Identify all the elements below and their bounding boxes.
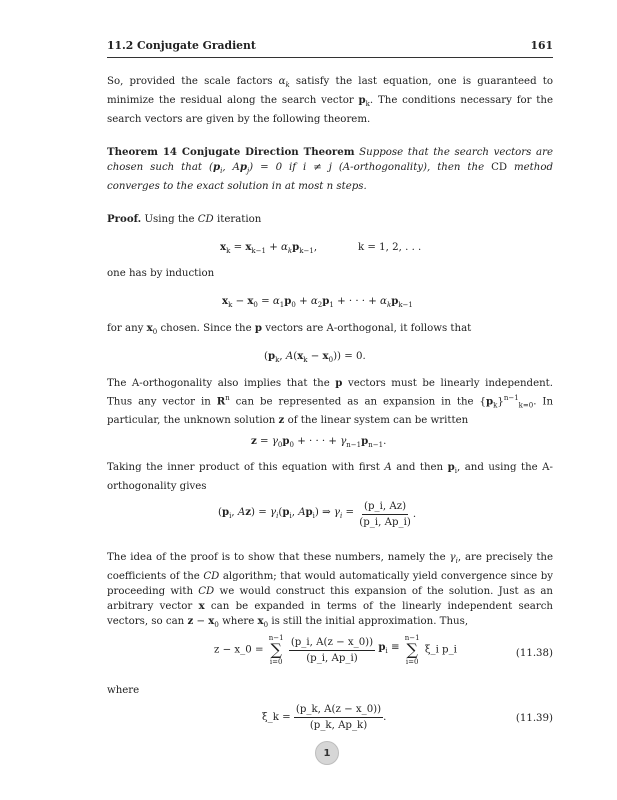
eq6-lhs: z − x_0 = (214, 644, 264, 656)
intro-paragraph: So, provided the scale factors $\alpha_k$ satisfy the last equation, one is guaranteed to minimize the residual along the search vector $p_k$. The conditions necessary for the search vectors are given by the following theorem. (107, 76, 553, 126)
page-number: 161 (530, 39, 553, 52)
paragraph-independence: The A-orthogonality also implies that the p vectors must be linearly independent. Thus any vector in $R^n$ can be represented as an expansion in the $\{p_k\}^{n-1}_{k=0}$. In particular, the unknown solution z of the linear system can be written (107, 377, 554, 427)
paragraph-idea: The idea of the proof is to show that these numbers, namely the $\gamma_i$, are precisely the coefficients of the CD algorithm; that would automatically yield convergence since by proceeding with CD we would construct this expansion of the solution. Just as an arbitrary vector x can be expanded in terms of the linearly independent search vectors, so can $z - x_0$ where $x_0$ is still the initial approximation. Thus, (107, 552, 554, 630)
section-title: 11.2 Conjugate Gradient (107, 39, 256, 52)
theorem: Theorem 14 Conjugate Direction Theorem Suppose that the search vectors are chosen such that ($p_i$, $Ap_j) = 0$ if i ≠ j (A-orthogonality), then the CD method converges to the exact solution in at most n steps. (107, 146, 553, 193)
eq7-lhs: ξ_k = (262, 712, 291, 723)
gamma-numerator: (p_i, Az) (362, 500, 408, 515)
equation-number-1139: (11.39) (515, 713, 553, 724)
equation-induction: $x_k - x_0 = \alpha_1p_0 + \alpha_2p_1$ + · · · + $\alpha_kp_{k-1}$ (222, 295, 413, 310)
theorem-title: Theorem 14 Conjugate Direction Theorem (107, 146, 355, 158)
xi-k-fraction (294, 703, 383, 732)
equation-gamma: ($p_i$, $Az) = \gamma_i(p_i$, $Ap_i$) ⇒ $\gamma_i$ = $\frac{(p\_i, Az)}{(p\_i, Ap\_i)}$ . (218, 501, 417, 528)
equation-iteration: $x_k = x_{k-1} + \alpha_kp_{k-1}$, (220, 241, 318, 256)
summation-2: n−1 ∑ i=0 (404, 634, 420, 666)
summation-1: n−1 ∑ i=0 (268, 634, 284, 666)
running-header (107, 38, 553, 58)
xi-fraction (289, 636, 375, 665)
equation-iteration-condition: k = 1, 2, . . . (358, 242, 422, 253)
sum1-upper: n−1 (268, 634, 284, 642)
page-indicator-badge[interactable]: 1 (315, 741, 339, 765)
eq7-numerator: (p_k, A(z − x_0)) (294, 703, 383, 718)
equation-xi: ξ_k = $\frac{(p\_k, A(z - x\_0))}{(p\_k, Ap\_k)}$ . (262, 704, 387, 731)
eq6-denominator: (p_i, Ap_i) (306, 652, 358, 664)
equation-expansion-residual: z − x_0 = n−1 ∑ i=0 $\frac{(p\_i, A(z - x\_0))}{(p\_i, Ap\_i)}$ $p_i$ ≡ n−1 ∑ i=0 ξ_i p_i (214, 634, 457, 666)
gamma-fraction (357, 500, 413, 529)
paragraph-orthogonal: for any $x_0$ chosen. Since the p vectors are A-orthogonal, it follows that (107, 322, 472, 337)
proof-intro: Proof. Using the CD iteration (107, 213, 262, 225)
gamma-denominator: (p_i, Ap_i) (359, 517, 411, 528)
sum1-lower: i=0 (269, 658, 283, 666)
page-content (107, 38, 553, 58)
eq6-numerator: (p_i, A(z − x_0)) (289, 636, 375, 651)
eq7-denominator: (p_k, Ap_k) (309, 720, 368, 731)
equation-expansion: $z = \gamma_0p_0$ + · · · + $\gamma_{n-1}p_{n-1}$. (251, 435, 387, 450)
induction-text: one has by induction (107, 268, 215, 279)
where-text: where (107, 685, 140, 696)
proof-label: Proof. (107, 213, 142, 225)
equation-orthogonal: ($p_k$, $A(x_k - x_0)) = 0$. (264, 350, 366, 365)
equation-number-1138: (11.38) (515, 648, 553, 659)
eq6-rhs: ξ_i p_i (424, 644, 457, 656)
paragraph-inner-product: Taking the inner product of this equation with first A and then $p_i$, and using the A-orthogonality gives (107, 461, 553, 493)
